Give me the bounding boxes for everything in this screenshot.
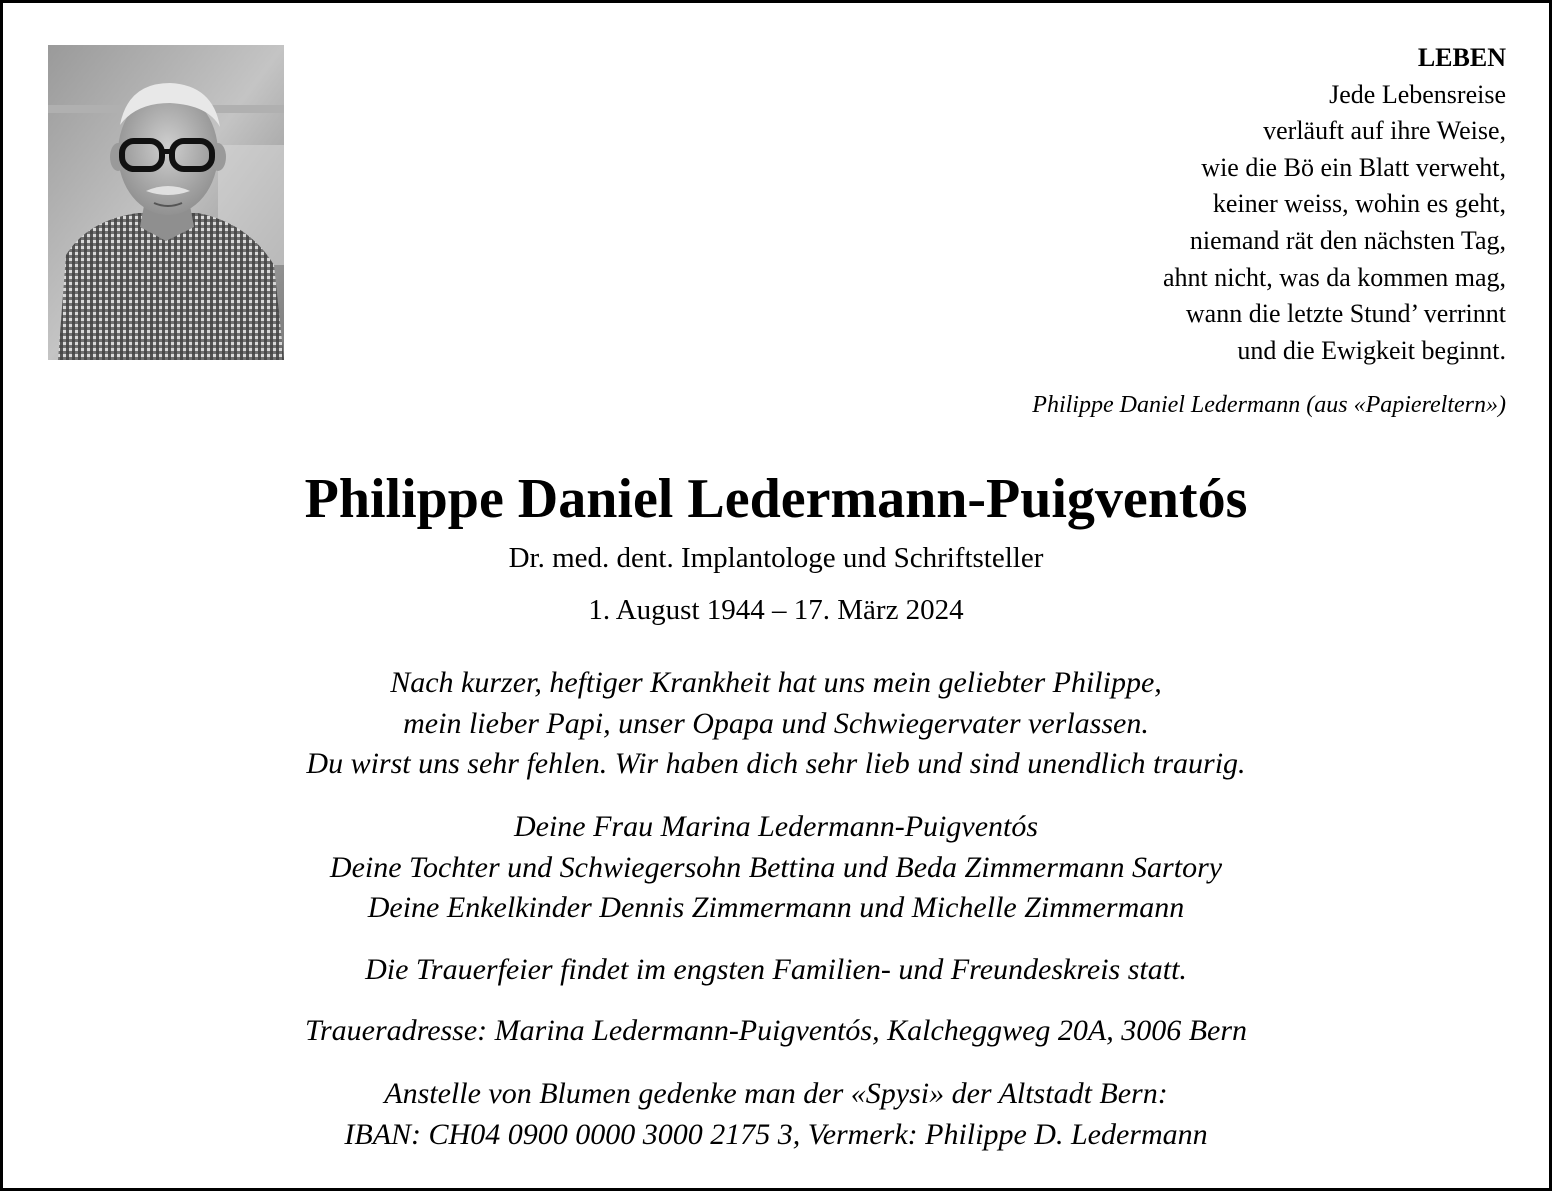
poem-line: wann die letzte Stund’ verrinnt [1185,299,1506,329]
poem-line: keiner weiss, wohin es geht, [1212,189,1506,219]
message-line: Du wirst uns sehr fehlen. Wir haben dich sehr lieb und sind unendlich traurig. [306,747,1246,780]
mourning-address [0,1011,1552,1052]
poem-line: wie die Bö ein Blatt verweht, [1201,152,1506,182]
ceremony-text: Die Trauerfeier findet im engsten Familien- und Freundeskreis statt. [365,953,1187,986]
address-text: Traueradresse: Marina Ledermann-Puigventós, Kalcheggweg 20A, 3006 Bern [304,1014,1248,1047]
family-list [0,807,1552,929]
donation-line: Anstelle von Blumen gedenke man der «Spysi» der Altstadt Bern: [384,1077,1168,1110]
poem-line: verläuft auf ihre Weise, [1263,116,1506,146]
ceremony-note [0,950,1552,991]
poem-line: ahnt nicht, was da kommen mag, [1163,262,1506,292]
life-dates: 1. August 1944 – 17. März 2024 [588,594,964,626]
portrait-photo [48,45,284,360]
family-member: Deine Tochter und Schwiegersohn Bettina und Beda Zimmermann Sartory [329,850,1223,884]
farewell-message [0,663,1552,785]
donation-line: IBAN: CH04 0900 0000 3000 2175 3, Vermerk: Philippe D. Ledermann [344,1117,1208,1151]
message-line: mein lieber Papi, unser Opapa und Schwiegervater verlassen. [403,706,1149,740]
poem-line: niemand rät den nächsten Tag, [1189,225,1506,255]
family-member: Deine Frau Marina Ledermann-Puigventós [513,810,1039,843]
poem [986,40,1506,369]
poem-source: Philippe Daniel Ledermann (aus «Papiereltern») [1032,392,1506,418]
donation-note [0,1074,1552,1155]
deceased-profession: Dr. med. dent. Implantologe und Schriftsteller [508,542,1044,574]
poem-title: LEBEN [1417,43,1506,72]
poem-line: und die Ewigkeit beginnt. [1237,335,1506,365]
family-member: Deine Enkelkinder Dennis Zimmermann und Michelle Zimmermann [367,891,1185,924]
deceased-name: Philippe Daniel Ledermann-Puigventós [304,468,1248,530]
poem-line: Jede Lebensreise [1329,79,1506,109]
message-line: Nach kurzer, heftiger Krankheit hat uns mein geliebter Philippe, [390,666,1162,699]
